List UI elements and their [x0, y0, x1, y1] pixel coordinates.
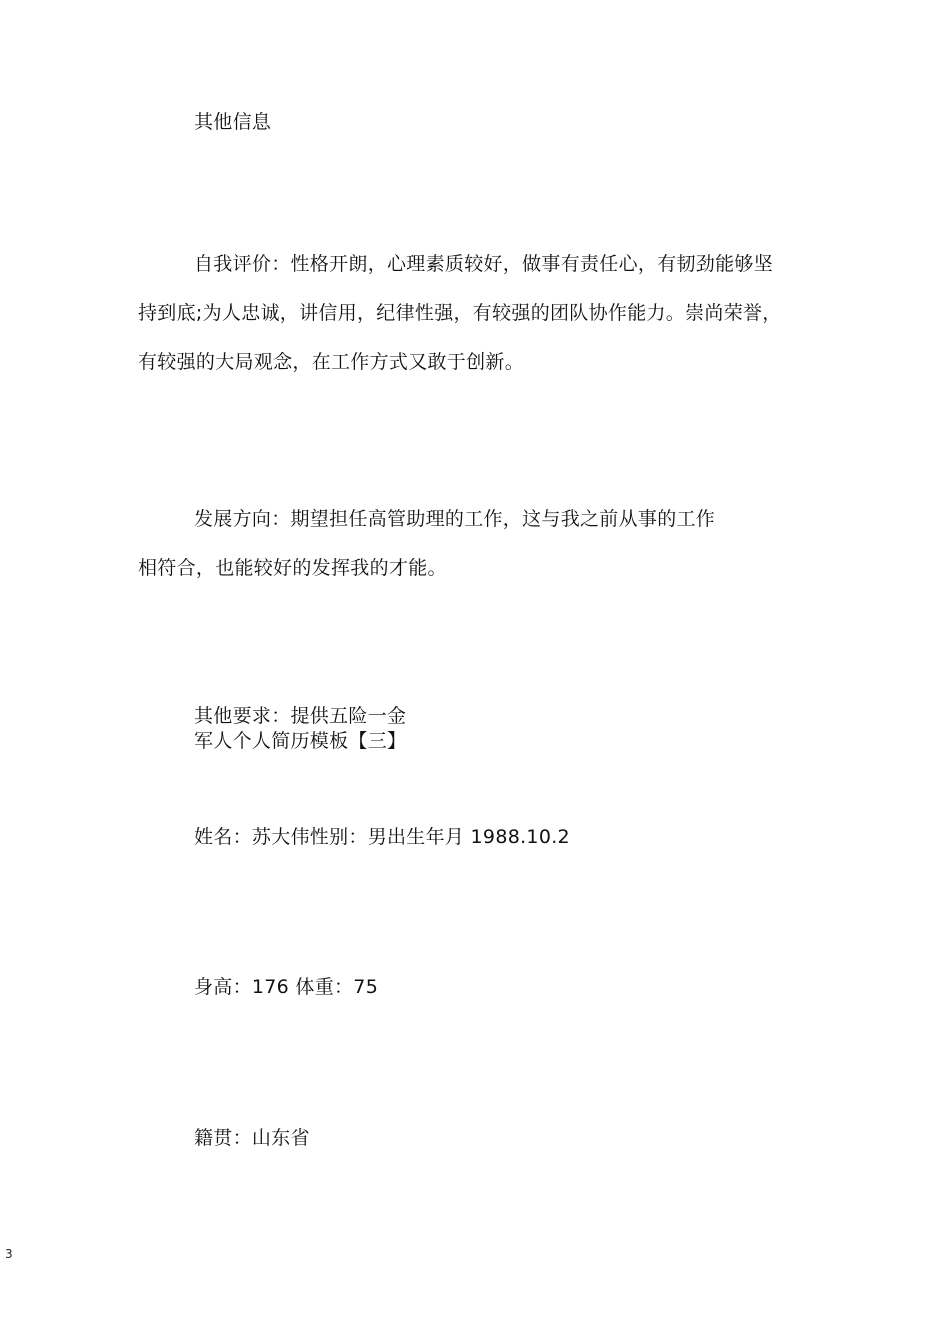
height-weight-line: 身高：176 体重：75 [194, 976, 379, 998]
template-title: 军人个人简历模板【三】 [194, 730, 407, 752]
career-direction-line-2: 相符合，也能较好的发挥我的才能。 [138, 557, 447, 579]
name-gender-birth-line: 姓名：苏大伟性别：男出生年月 1988.10.2 [194, 826, 570, 848]
self-evaluation-line-1: 自我评价：性格开朗，心理素质较好，做事有责任心，有韧劲能够坚 [194, 253, 774, 275]
self-evaluation-line-3: 有较强的大局观念，在工作方式又敢于创新。 [138, 351, 525, 373]
page-number: 3 [5, 1247, 13, 1261]
hometown-line: 籍贯：山东省 [194, 1127, 310, 1149]
section-heading-other-info: 其他信息 [194, 111, 272, 133]
career-direction-line-1: 发展方向：期望担任高管助理的工作，这与我之前从事的工作 [194, 508, 716, 530]
other-requirements: 其他要求：提供五险一金 [194, 705, 407, 727]
self-evaluation-line-2: 持到底;为人忠诚，讲信用，纪律性强，有较强的团队协作能力。崇尚荣誉， [138, 302, 782, 324]
